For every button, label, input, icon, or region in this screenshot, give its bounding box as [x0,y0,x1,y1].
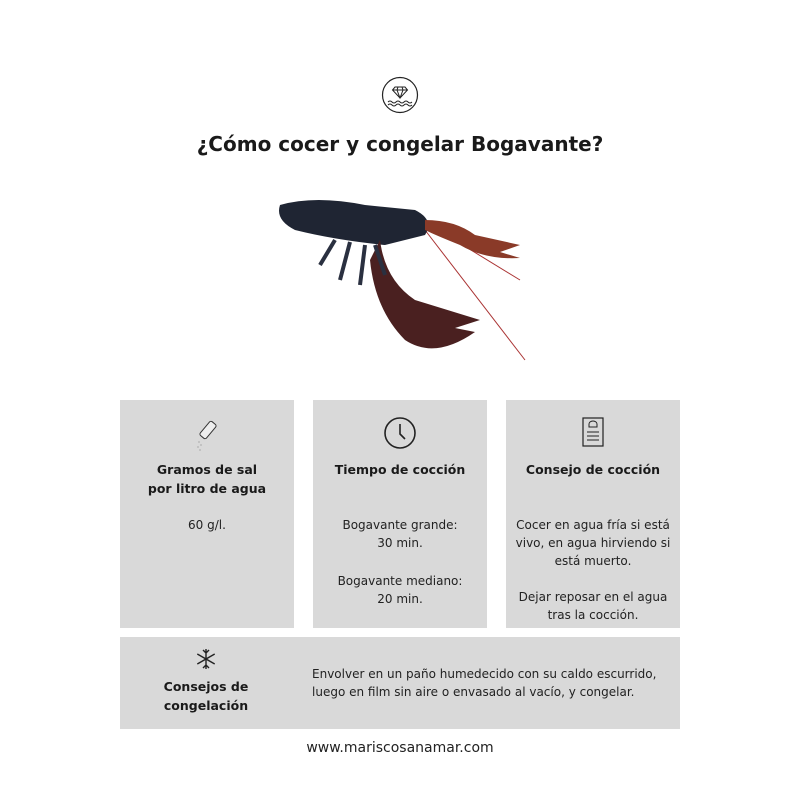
salt-card [120,400,294,628]
card-heading: por litro de agua [147,481,267,496]
logo-icon [381,76,419,118]
page-title: ¿Cómo cocer y congelar Bogavante? [196,132,604,156]
time-value: 30 min. [377,536,423,550]
cooking-tip-card [506,400,680,628]
website-link[interactable]: www.mariscosanamar.com [306,740,494,756]
time-value: 20 min. [377,592,423,606]
snowflake-icon [195,648,217,674]
time-label: Bogavante grande: [342,518,458,532]
tip-text: tras la cocción. [547,608,639,622]
freezing-heading: congelación [163,698,249,713]
freezing-card [120,637,680,729]
lobster-image [275,190,535,369]
freezing-heading: Consejos de [163,679,249,694]
tip-text: vivo, en agua hirviendo si [515,536,671,550]
freezing-text: luego en film sin aire o envasado al vacío, y congelar. [312,685,635,699]
tip-text: Cocer en agua fría si está [516,518,670,532]
salt-value: 60 g/l. [188,518,226,532]
card-heading: Gramos de sal [156,462,258,477]
cooking-time-card [313,400,487,628]
tip-text: está muerto. [554,554,632,568]
freezing-text: Envolver en un paño humedecido con su caldo escurrido, [312,667,657,681]
tip-text: Dejar reposar en el agua [518,590,668,604]
time-label: Bogavante mediano: [337,574,463,588]
card-heading: Tiempo de cocción [334,462,466,477]
salt-shaker-icon [192,418,222,458]
recipe-card-icon [582,417,604,451]
clock-icon [383,416,417,454]
card-heading: Consejo de cocción [525,462,661,477]
